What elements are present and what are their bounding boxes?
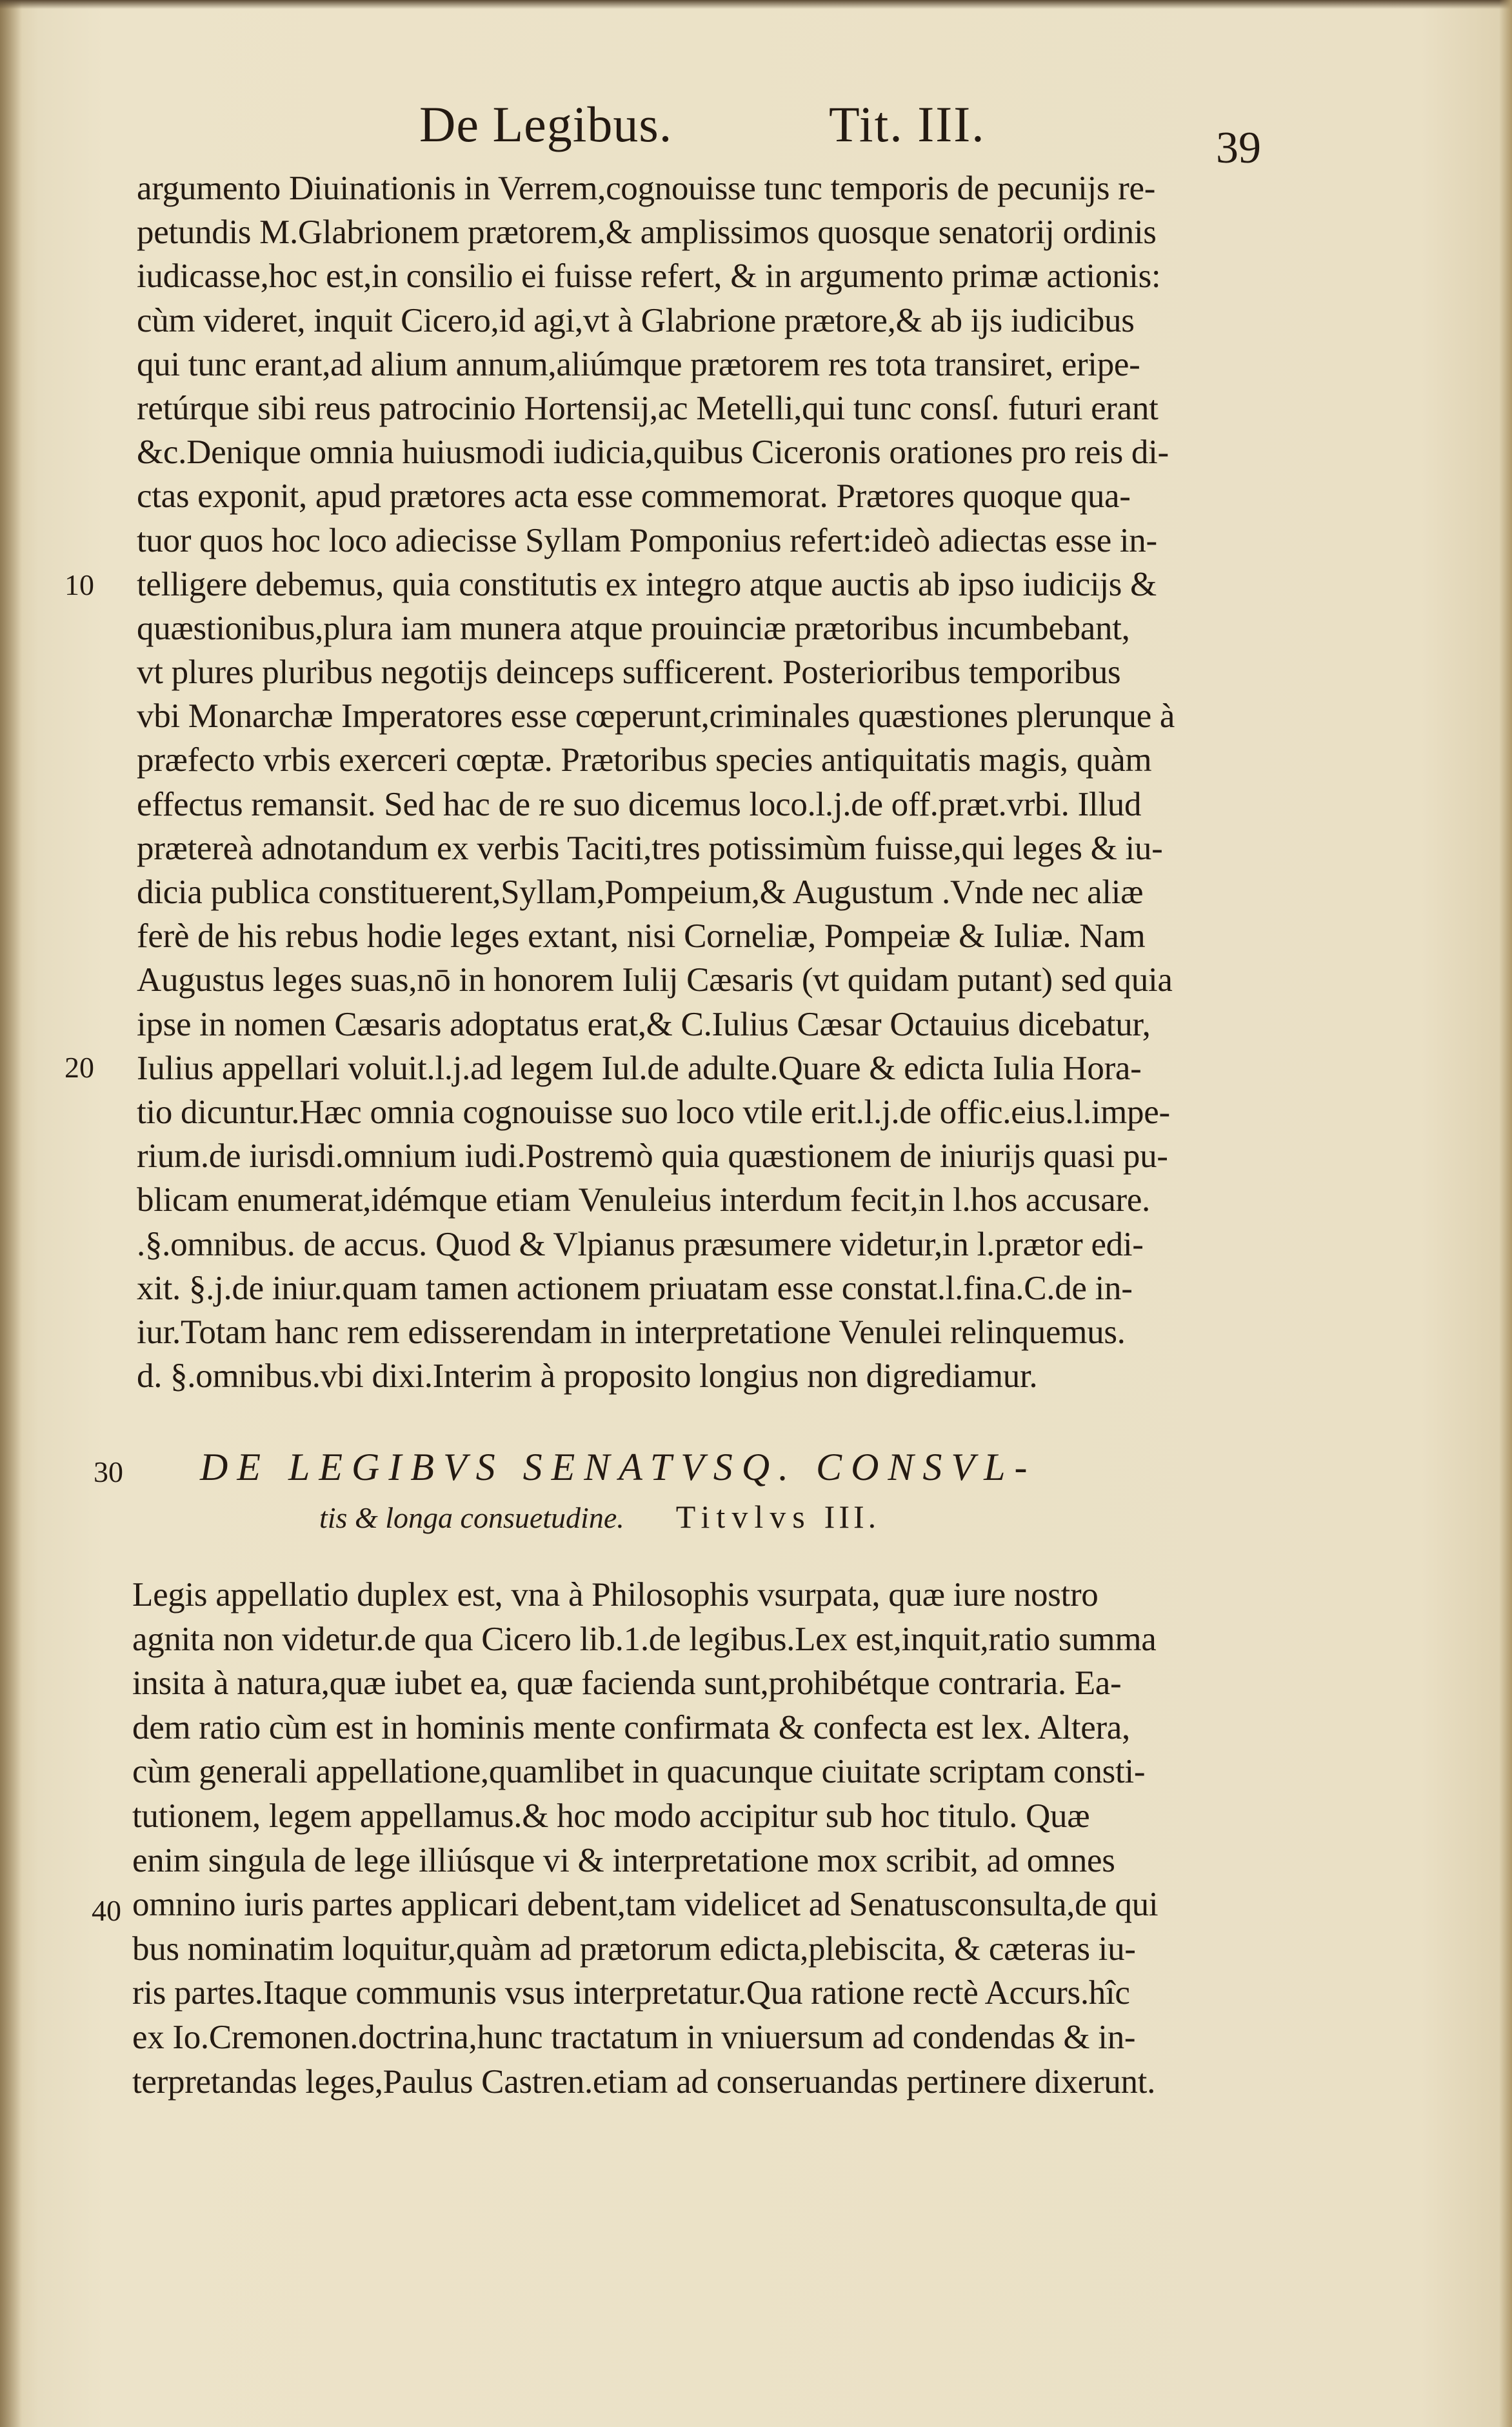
line-number-10: 10 [65, 568, 94, 601]
text-line: xit. §.j.de iniur.quam tamen actionem priuatam esse constat.l.fina.C.de in- [137, 1269, 1133, 1307]
section-heading [200, 1442, 1232, 1541]
text-line: telligere debemus, quia constitutis ex integro atque auctis ab ipso iudicijs & [137, 565, 1157, 603]
text-line: Augustus leges suas,nō in honorem Iulij Cæsaris (vt quidam putant) sed quia [137, 961, 1173, 999]
text-line: argumento Diuinationis in Verrem,cognouisse tunc temporis de pecunijs re- [137, 170, 1156, 207]
heading-subtitle: tis & longa consuetudine. [319, 1501, 624, 1534]
top-edge-shadow [0, 0, 1512, 9]
text-line: ctas exponit, apud prætores acta esse commemorat. Prætores quoque qua- [137, 477, 1131, 515]
text-line: tio dicuntur.Hæc omnia cognouisse suo loco vtile erit.l.j.de offic.eius.l.impe- [137, 1093, 1170, 1131]
text-line: agnita non videtur.de qua Cicero lib.1.de legibus.Lex est,inquit,ratio summa [132, 1620, 1157, 1658]
spine-shadow [0, 0, 22, 2427]
running-titulus: Tit. III. [829, 96, 986, 152]
text-line: Iulius appellari voluit.l.j.ad legem Iul.de adulte.Quare & edicta Iulia Hora- [137, 1049, 1142, 1087]
text-line: bus nominatim loquitur,quàm ad prætorum edicta,plebiscita, & cæteras iu- [132, 1930, 1136, 1968]
running-title: De Legibus. [419, 96, 673, 152]
text-line: vt plures pluribus negotijs deinceps sufficerent. Posterioribus temporibus [137, 654, 1121, 692]
text-line: præfecto vrbis exerceri cœptæ. Prætoribus species antiquitatis magis, quàm [137, 741, 1152, 779]
text-line: ipse in nomen Cæsaris adoptatus erat,& C.Iulius Cæsar Octauius dicebatur, [137, 1005, 1151, 1043]
main-text-block [137, 166, 1259, 1398]
text-line: &c.Denique omnia huiusmodi iudicia,quibus Ciceronis orationes pro reis di- [137, 434, 1169, 472]
text-line: quæstionibus,plura iam munera atque prouinciæ prætoribus incumbebant, [137, 609, 1130, 647]
text-line: dicia publica constituerent,Syllam,Pompeium,& Augustum .Vnde nec aliæ [137, 874, 1144, 911]
text-line: blicam enumerat,idémque etiam Venuleius interdum fecit,in l.hos accusare. [137, 1181, 1150, 1219]
text-line: ferè de his rebus hodie leges extant, nisi Corneliæ, Pompeiæ & Iuliæ. Nam [137, 917, 1146, 955]
heading-line-2 [200, 1492, 1232, 1541]
text-line: d. §.omnibus.vbi dixi.Interim à proposito longius non digrediamur. [137, 1357, 1038, 1395]
text-line: .§.omnibus. de accus. Quod & Vlpianus præsumere videtur,in l.prætor edi- [137, 1225, 1144, 1263]
text-line: tutionem, legem appellamus.& hoc modo accipitur sub hoc titulo. Quæ [132, 1797, 1090, 1835]
text-line: ris partes.Itaque communis vsus interpretatur.Qua ratione rectè Accurs.hîc [132, 1974, 1130, 2012]
running-header [0, 90, 1512, 173]
text-line: iudicasse,hoc est,in consilio ei fuisse refert, & in argumento primæ actionis: [137, 257, 1161, 295]
text-line: rium.de iurisdi.omnium iudi.Postremò quia quæstionem de iniurijs quasi pu- [137, 1137, 1168, 1175]
text-line: omnino iuris partes applicari debent,tam videlicet ad Senatusconsulta,de qui [132, 1886, 1159, 1924]
text-line: iur.Totam hanc rem edisserendam in interpretatione Venulei relinquemus. [137, 1313, 1126, 1351]
text-line: Legis appellatio duplex est, vna à Philosophis vsurpata, quæ iure nostro [132, 1576, 1099, 1613]
text-line: dem ratio cùm est in hominis mente confirmata & confecta est lex. Altera, [132, 1708, 1130, 1746]
text-line: enim singula de lege illiúsque vi & interpretatione mox scribit, ad omnes [132, 1841, 1115, 1879]
text-line: retúrque sibi reus patrocinio Hortensij,ac Metelli,qui tunc consſ. futuri erant [137, 389, 1159, 427]
text-line: ex Io.Cremonen.doctrina,hunc tractatum in vniuersum ad condendas & in- [132, 2018, 1136, 2056]
heading-titulus-number: III. [824, 1499, 880, 1535]
page-number: 39 [1216, 123, 1261, 173]
line-number-20: 20 [65, 1051, 94, 1084]
text-line: terpretandas leges,Paulus Castren.etiam ad conseruandas pertinere dixerunt. [132, 2062, 1156, 2101]
section-text-block [132, 1573, 1258, 2104]
line-number-30: 30 [94, 1455, 123, 1488]
heading-titulus: Titvlvs [675, 1499, 811, 1535]
text-line: insita à natura,quæ iubet ea, quæ facienda sunt,prohibétque contraria. Ea- [132, 1664, 1122, 1703]
text-line: qui tunc erant,ad alium annum,aliúmque prætorem res tota transiret, eripe- [137, 345, 1140, 383]
text-line: petundis M.Glabrionem prætorem,& amplissimos quosque senatorij ordinis [137, 214, 1157, 252]
right-edge-shadow [1499, 0, 1512, 2427]
text-line: prætereà adnotandum ex verbis Taciti,tres potissimùm fuisse,qui leges & iu- [137, 829, 1163, 867]
text-line: cùm generali appellatione,quamlibet in quacunque ciuitate scriptam consti- [132, 1753, 1146, 1791]
line-number-40: 40 [92, 1894, 121, 1927]
text-line: vbi Monarchæ Imperatores esse cœperunt,criminales quæstiones plerunque à [137, 697, 1175, 735]
text-line: cùm videret, inquit Cicero,id agi,vt à Glabrione prætore,& ab ijs iudicibus [137, 301, 1135, 339]
text-line: tuor quos hoc loco adiecisse Syllam Pomponius refert:ideò adiectas esse in- [137, 521, 1157, 559]
heading-line-1: DE LEGIBVS SENATVSQ. CONSVL- [200, 1446, 1037, 1488]
text-line: effectus remansit. Sed hac de re suo dicemus loco.l.j.de off.præt.vrbi. Illud [137, 785, 1142, 823]
